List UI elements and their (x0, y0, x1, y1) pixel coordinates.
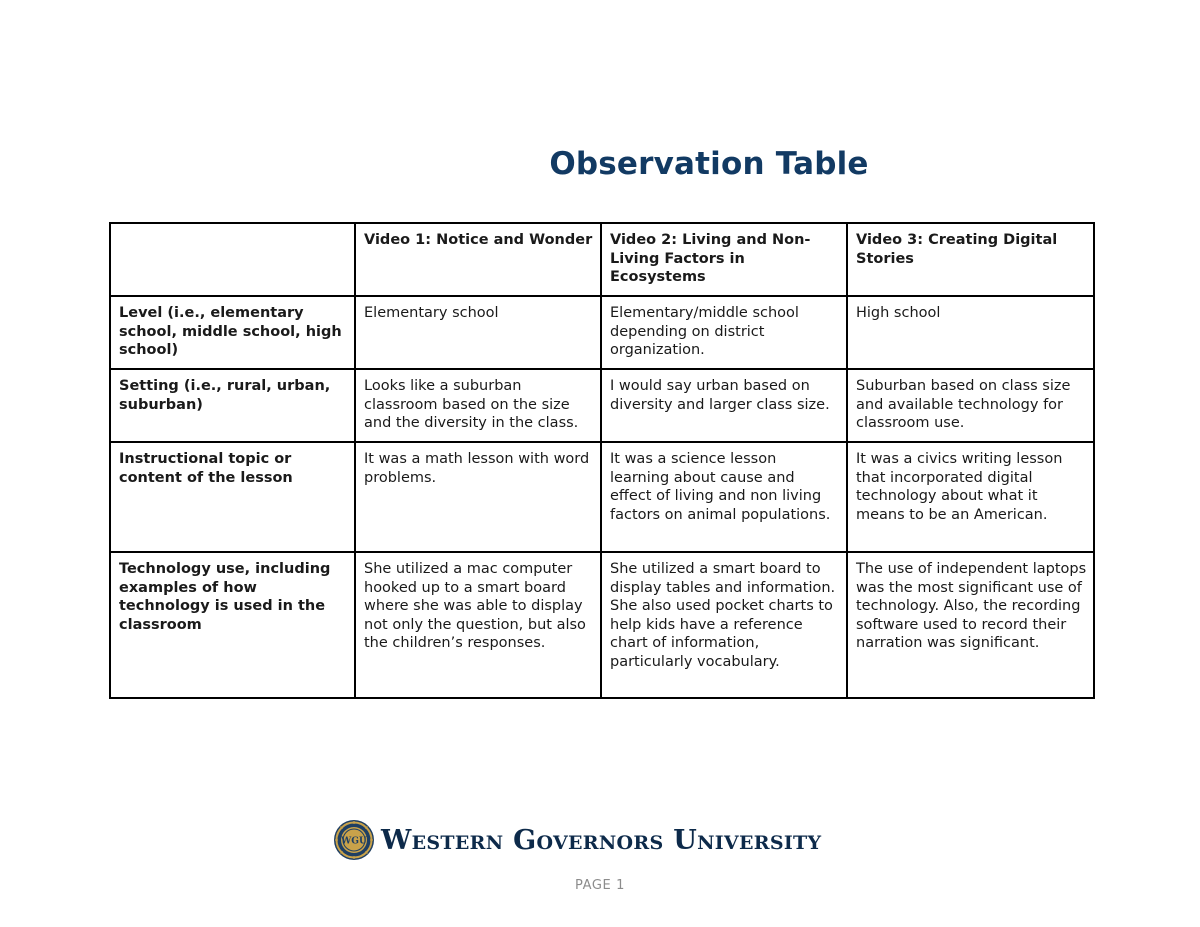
row-label-topic: Instructional topic or content of the lesson (110, 442, 355, 552)
row-label-level: Level (i.e., elementary school, middle school, high school) (110, 296, 355, 369)
university-seal-icon (333, 819, 375, 861)
table-row (110, 552, 1094, 698)
table-cell: It was a civics writing lesson that incorporated digital technology about what it means to be an American. (847, 442, 1094, 552)
table-cell: She utilized a mac computer hooked up to a smart board where she was able to display not only the question, but also the children’s responses. (355, 552, 601, 698)
table-cell: I would say urban based on diversity and larger class size. (601, 369, 847, 442)
header-cell-video-2: Video 2: Living and Non-Living Factors in Ecosystems (601, 223, 847, 296)
table-cell: Suburban based on class size and available technology for classroom use. (847, 369, 1094, 442)
table-row (110, 296, 1094, 369)
table-cell: She utilized a smart board to display tables and information. She also used pocket charts to help kids have a reference chart of information, particularly vocabulary. (601, 552, 847, 698)
page-title: Observation Table (549, 146, 869, 182)
table-cell: It was a science lesson learning about cause and effect of living and non living factors on animal populations. (601, 442, 847, 552)
wgu-logo (333, 818, 821, 862)
table-cell: The use of independent laptops was the most significant use of technology. Also, the recording software used to record their narration was significant. (847, 552, 1094, 698)
table-cell: Looks like a suburban classroom based on the size and the diversity in the class. (355, 369, 601, 442)
table-cell: Elementary/middle school depending on district organization. (601, 296, 847, 369)
row-label-setting: Setting (i.e., rural, urban, suburban) (110, 369, 355, 442)
table-row (110, 442, 1094, 552)
row-label-technology: Technology use, including examples of how technology is used in the classroom (110, 552, 355, 698)
table-cell: Elementary school (355, 296, 601, 369)
table-cell: High school (847, 296, 1094, 369)
table-header-row (110, 223, 1094, 296)
seal-monogram: WGU (341, 836, 367, 847)
table-cell: It was a math lesson with word problems. (355, 442, 601, 552)
page-number: PAGE 1 (575, 878, 625, 893)
header-cell-video-3: Video 3: Creating Digital Stories (847, 223, 1094, 296)
header-cell-video-1: Video 1: Notice and Wonder (355, 223, 601, 296)
table-row (110, 369, 1094, 442)
logo-wordmark: Western Governors University (381, 824, 822, 856)
header-cell-empty (110, 223, 355, 296)
observation-table (109, 222, 1095, 699)
